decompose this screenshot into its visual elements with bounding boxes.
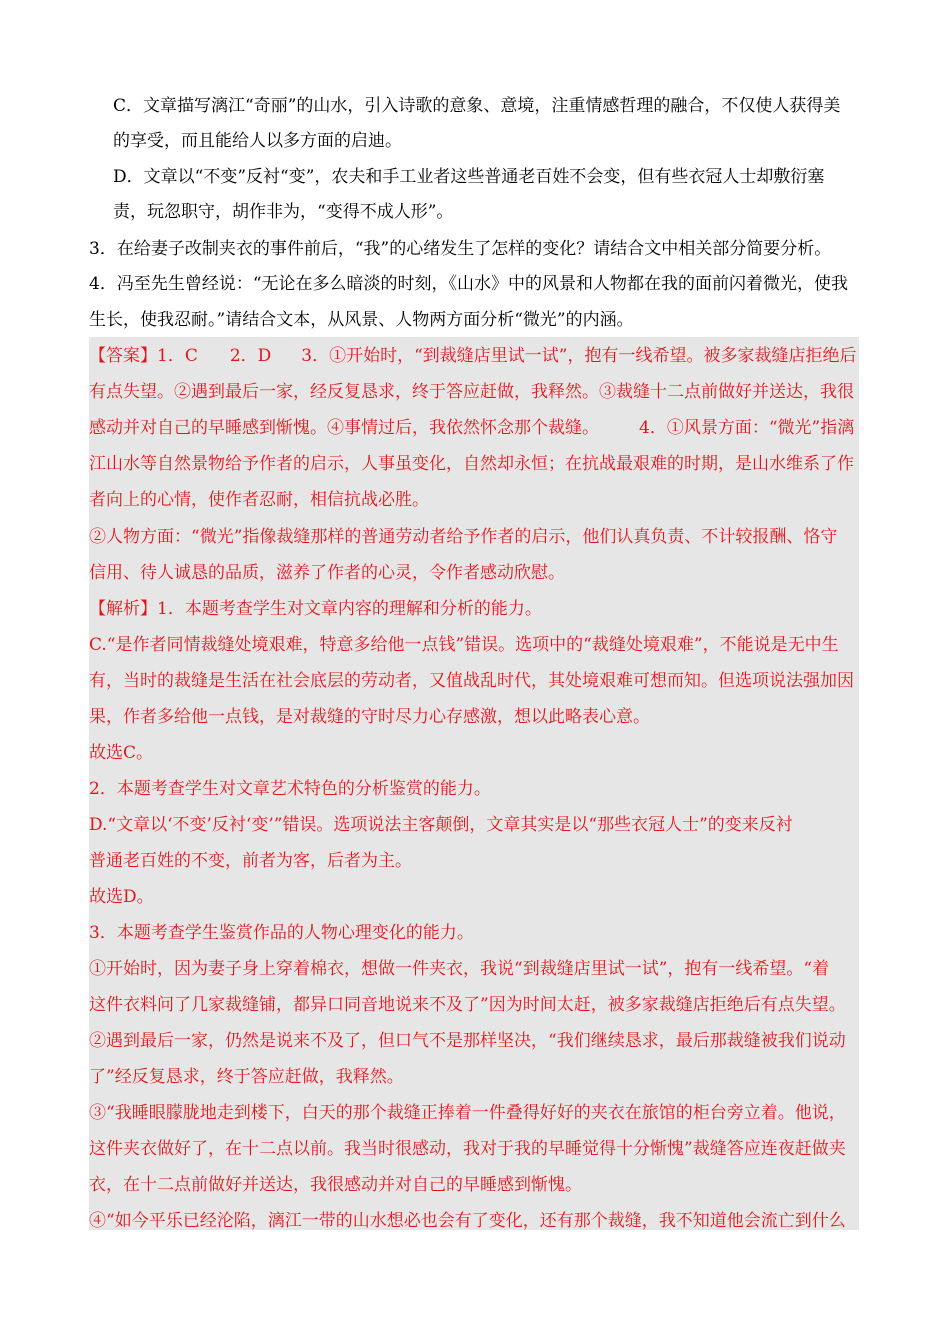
analysis-label: 【解析】 [89, 599, 157, 619]
analysis-1-title: 1．本题考查学生对文章内容的理解和分析的能力。 [157, 599, 542, 619]
analysis-line-2: C.“是作者同情裁缝处境艰难，特意多给他一点钱”错误。选项中的“裁缝处境艰难”，不能说是无中生 [89, 635, 839, 655]
analysis-line-4: 果，作者多给他一点钱，是对裁缝的守时尽力心存感激，想以此略表心意。 [89, 707, 650, 727]
analysis-line-18: ④“如今平乐已经沦陷，漓江一带的山水想必也会有了变化，还有那个裁缝，我不知道他会流亡到什么 [89, 1211, 846, 1231]
analysis-line-9: 故选D。 [89, 887, 154, 907]
analysis-line-7: D.“文章以‘不变’反衬‘变’”错误。选项说法主客颠倒，文章其实是以“那些衣冠人士”的变来反衬 [89, 815, 793, 835]
analysis-line-8: 普通老百姓的不变，前者为客，后者为主。 [89, 851, 412, 871]
question-4-line-1: 4．冯至先生曾经说：“无论在多么暗淡的时刻，《山水》中的风景和人物都在我的面前闪着微光，使我 [89, 274, 849, 294]
answer-3-start: 3．①开始时，“到裁缝店里试一试”，抱有一线希望。被多家裁缝店拒绝后 [301, 346, 857, 366]
answer-line-6: ②人物方面：“微光”指像裁缝那样的普通劳动者给予作者的启示，他们认真负责、不计较报酬、恪守 [89, 527, 838, 547]
answer-1: 1．C [157, 346, 198, 366]
answer-line-4: 江山水等自然景物给予作者的启示，人事虽变化，自然却永恒；在抗战最艰难的时期，是山水维系了作 [89, 454, 854, 474]
analysis-line-6: 2．本题考查学生对文章艺术特色的分析鉴赏的能力。 [89, 779, 491, 799]
analysis-line-12: 这件衣料问了几家裁缝铺，都异口同音地说来不及了”因为时间太赶，被多家裁缝店拒绝后有点失望。 [89, 995, 846, 1015]
option-c-line-2: 的享受，而且能给人以多方面的启迪。 [113, 131, 402, 151]
answer-line-1 [89, 344, 856, 368]
analysis-line-10: 3．本题考查学生鉴赏作品的人物心理变化的能力。 [89, 923, 474, 943]
answer-line-3 [89, 416, 854, 440]
analysis-line-15: ③“我睡眼朦胧地走到楼下，白天的那个裁缝正捧着一件叠得好好的夹衣在旅馆的柜台旁立着。他说， [89, 1103, 846, 1123]
question-4-line-2: 生长，使我忍耐。”请结合文本，从风景、人物两方面分析“微光”的内涵。 [89, 310, 634, 330]
option-d-line-1: D．文章以“不变”反衬“变”，农夫和手工业者这些普通老百姓不会变，但有些衣冠人士却敷衍塞 [113, 167, 825, 187]
option-c-line-1: C．文章描写漓江“奇丽”的山水，引入诗歌的意象、意境，注重情感哲理的融合，不仅使人获得美 [113, 96, 841, 116]
analysis-line-16: 这件夹衣做好了，在十二点以前。我当时很感动，我对于我的早睡觉得十分惭愧”裁缝答应连夜赶做夹 [89, 1139, 846, 1159]
analysis-line-14: 了”经反复恳求，终于答应赶做，我释然。 [89, 1067, 404, 1087]
answer-line-5: 者向上的心情，使作者忍耐，相信抗战必胜。 [89, 490, 429, 510]
analysis-line-11: ①开始时，因为妻子身上穿着棉衣，想做一件夹衣，我说“到裁缝店里试一试”，抱有一线希望。“着 [89, 959, 830, 979]
analysis-line-13: ②遇到最后一家，仍然是说来不及了，但口气不是那样坚决，“我们继续恳求，最后那裁缝被我们说动 [89, 1031, 846, 1051]
answer-3-end: 感动并对自己的早睡感到惭愧。④事情过后，我依然怀念那个裁缝。 [89, 418, 599, 438]
answer-label: 【答案】 [89, 346, 157, 366]
analysis-line-1 [89, 597, 542, 621]
analysis-line-17: 衣，在十二点前做好并送达，我很感动并对自己的早睡感到惭愧。 [89, 1175, 582, 1195]
answer-line-2: 有点失望。②遇到最后一家，经反复恳求，终于答应赶做，我释然。③裁缝十二点前做好并送达，我很 [89, 382, 854, 402]
question-3: 3．在给妻子改制夹衣的事件前后，“我”的心绪发生了怎样的变化？请结合文中相关部分简要分析。 [89, 239, 832, 259]
answer-4-start: 4．①风景方面：“微光”指漓 [639, 418, 855, 438]
answer-2: 2．D [229, 346, 272, 366]
option-d-line-2: 责，玩忽职守，胡作非为，“变得不成人形”。 [113, 202, 454, 222]
answer-line-7: 信用、待人诚恳的品质，滋养了作者的心灵，令作者感动欣慰。 [89, 563, 565, 583]
analysis-line-3: 有，当时的裁缝是生活在社会底层的劳动者，又值战乱时代，其处境艰难可想而知。但选项说法强加因 [89, 671, 854, 691]
analysis-line-5: 故选C。 [89, 743, 154, 763]
